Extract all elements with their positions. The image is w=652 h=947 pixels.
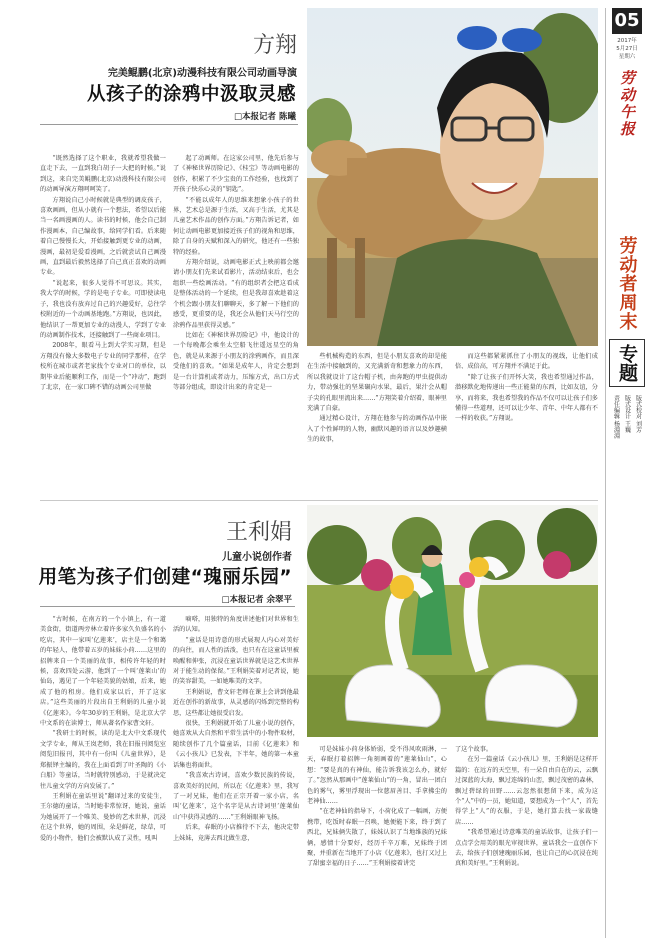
article1-column-3: 些机械构造的东西，但是小朋友喜欢的却是能在生活中接触到的，又充满新奇和想象力的东西，所以我就设计了这台帽子机，由奔跑的甲虫提供动力，带动强壮的坚果碾向水果，最后，果汁会从帽子尖的孔眼里流出来……”方翔笑着介绍着，眼神里充满了自豪。 通过精心设计，方翔在他参与的动画作品中嵌入了个性鲜明的人物，幽默风趣的语言以及妙趣横生的故事， [307, 353, 447, 444]
article1-rule [40, 124, 298, 125]
issue-date: 5月27日 [616, 46, 638, 52]
article-separator [40, 500, 598, 501]
article2-column-1: “古时候，在南方的一个小镇上，有一道美食街，街道两旁林立着许多家久负盛名的小吃店，其中一家叫‘亿莲来’，店主是一个和蔼的年轻人，他带着五岁的妹妹小荷……这里的招牌来自一个美丽的故事，相传许年轻的时候，喜欢四处云游，他到了一个叫‘莲莱山’的仙岛，遇见了一个年轻美貌的姑娘，后来，她成了他的租房。他们成家以后，开了这家店。”这些美丽的片段出自王利娟的儿童小说《亿莲来》。今年30岁的王利娟，是北京大学中文系的在读博士，师从著名作家曹文轩。 “我研士的时候，读的是北大中文系现代文学专业，师从王岚老师，我在旧报刊阅览室阅览旧报刊，其中有一份叫《儿童世界》，是郑振铎主编的，我在上面看到了叶圣陶的《小白船》等童话，当时就特别感动，于是就决定往儿童文学的方向发展了。” 王利娟在童话里说“翻译过来的安徒生，王尔德的童话，当时她非常惊讶，她说，童话为她展开了一个唯美、曼妙的艺术世界，沉浸在这个世界，她的周围，朵是鲜花，绿草，可爱的小物件，他们会被默认成了灵性，吼叫 [40, 616, 166, 842]
section-title: 劳动者周末 [616, 236, 638, 331]
article2-photo [307, 505, 598, 737]
editor-credits [609, 395, 645, 439]
article1-byline: □本报记者 陈曦 [234, 112, 296, 122]
credit-designer: 版式设计 王巍 [623, 395, 631, 433]
article2-byline: □本报记者 余翠平 [221, 595, 292, 605]
article1-name: 方翔 [252, 33, 297, 58]
article2-name: 王利娟 [225, 520, 292, 545]
page-number: 05 [612, 8, 642, 34]
article1-photo [307, 8, 598, 346]
portrait-woman-with-swans [307, 505, 598, 737]
article2-headline: 用笔为孩子们创建“瑰丽乐园” [38, 567, 292, 588]
credit-proofreader: 版式校对 刘芳 [634, 395, 642, 433]
rail-divider [605, 8, 606, 938]
issue-weekday: 星期六 [618, 54, 636, 60]
side-rail [609, 8, 645, 439]
article2-column-3: 可是妹妹小荷身体娇弱，受不得风吹雨淋，一天，春眠打着招牌一角刻画着的“莲莱仙山”，心想：“要是真的有神仙，能告诉我该怎么办，就好了。”忽然从那画中“莲莱仙山”的一角，冒出一团白色的雾气，雾里浮现出一位慈眉善目、手拿拂尘的老神仙…… “在老神仙的指导下，小荷化成了一幅画，方便携带，吃饭时春眠一召唤，她便能下来，终于到了西北，兄妹俩失散了，妹妹认识了当地维族的兄妹俩，感情十分要好，经历千辛万难，兄妹终于团聚，并重新在当地开了小店《亿莲来》，也打又过上了甜蜜幸福的日子……”王利娟接着讲完 [307, 746, 447, 868]
article1-headline: 从孩子的涂鸦中汲取灵感 [86, 84, 296, 105]
article1-column-4: 而这些都紧紧抓住了小朋友的视线，让他们成倍、成倍高，可方翔并不满足于此。 “除了让孩子们开怀大笑，我也希望通过作品，潜移默化地传递出一些正能量的东西，比如友谊，分享，而将来，我也希望我的作品不仅可以让孩子们多懂得一些道理，还可以让少年、青年、中年人都有不一样的收获。”方翔说。 [455, 353, 598, 423]
article1-column-2: 起了动画师。在这家公司里，他先后参与了《神秘世界历险记》、《桂宝》等动画电影的创作，积累了不少宝贵的工作经验，也找到了开孩子快乐心灵的“钥匙”。 “不能以成年人的思维来想象小孩子的世界，艺术总是源于生活，又高于生活，尤其是儿童艺术作品的创作方面。”方翔告诉记者，如何让动画电影更加接近孩子们的视角和思维，除了自身的天赋和深入的研究，他还有一些独特的经验。 方翔介绍说，动画电影正式上映前都会邀请小朋友们先来试看影片，活动结束后，也会组织一些绘画活动。“有的组织者会把这看成是整体活动的一个延续，但是我却喜欢趁着这个机会跟小朋友们聊聊天，多了解一下他们的感受，更重要的是，我还会从他们天马行空的涂鸦作品里获得灵感。” 比如在《神秘世界历险记》中，他设计的一个每晚都会乘坐太空船飞往遥远星空的角色，就是从来源于小朋友的涂鸦画作，而且深受他们的喜欢。“如果是成年人，肯定会想到是一台计算机或者动力，压缩方式，出口方式等部分组成，即设计出来的肯定是一 [173, 155, 299, 391]
article2-rule [40, 606, 295, 607]
article2-column-2: 嘀嗒，用独特的角度讲述他们对世界和生活的认知。 “童话是用诗意的形式展现人内心对美好的向往，而人性的活泼，也只有在这童话里被唤醒和伸张，沉浸在童话世界就是这艺术世界对于能生动的保留。”王利娟笑着对记者说，她的笑容甜美，一如她唯美的文字。 王利娟说，曹文轩老师在课上会讲到他最近在创作的新故事，从灵感的闪烁到完整的构思，这些都让她很受启发。 很快，王利娟就开始了儿童小说的创作，她喜欢从大自然和平常生活中的小物件取材，随续创作了几个篇童话，目前《亿莲来》和《云小孩儿》已发表，下半年，她的第一本童话集也将面世。 “我喜欢古诗词，喜欢少数民族的传说，喜欢美好的民间，所以在《亿莲来》里，我写了一对兄妹，他们在正宗开着一家小店，名叫‘亿莲来’，这个名字是从古诗词里‘莲莱仙山’中获得灵感的……”王利娟眼神飞扬。 后来，春眠的小店推待不下去，他决定带上妹妹，竟薄去西北做生意， [173, 616, 299, 842]
portrait-man-with-camel [307, 8, 598, 346]
article1-subtitle: 完美鲲鹏(北京)动漫科技有限公司动画导演 [107, 68, 297, 79]
masthead-logo: 劳动午报 [618, 70, 636, 138]
article2-subtitle: 儿童小说创作者 [222, 552, 292, 563]
article2-column-4: 了这个故事。 在另一篇童话《云小孩儿》里，王利娟是这样开篇的：在远方的天空里，有一朵自由自在的云，云飘过深蓝的大海，飘过连绵的山峦，飘过茂密的森林，飘过碧绿的田野……云忽然很想留下来，成为这个“人”中的一员，她知道，要想成为一个“人”，首先得学上“人”的衣服，于是，她打算去找一家裁缝店…… “我希望通过诗意唯美的童话故事，让孩子们一点点学会用美的眼光审视世界，童话我会一直创作下去，给孩子们创建瑰丽乐园，也让自己的心沉浸在纯真和美好里。”王利娟说。 [455, 746, 598, 868]
credit-editor: 责任编辑 杨淵淵 [612, 395, 620, 439]
topic-label: 专题 [609, 339, 645, 387]
issue-year: 2017年 [617, 38, 637, 44]
article1-column-1: “既然选择了这个职业，我就希望我做一直走下去，一直到我白胡子一大把的时候。”说到这，来自完美鲲鹏(北京)动漫科技有限公司的动画导演方翔呵呵笑了。 方翔说自己小时候就是典型的调皮孩子，喜欢画画，但从小就有一个想法，希望以后能当一名画漫画的人。读书的时候，他会自己制作漫画本，自己编故事，给同学们看。后来随着自己慢慢长大，开始接触到更专业的动画，漫画，最初是爱看漫画，之后就尝试自己画漫画，直到最后毅然选择了自己真正喜欢的动画专业。 “说起来，很多人觉得不可思议。其实，我大学的时候，学的是电子专业。可即使读电子，我也没有放弃过自己的兴趣爱好，总往学校附近的一个动画基地跑。”方翔说，也因此，他结识了一帮更加专业的动漫人，学到了专业的动画制作技术，还接触到了一些商业项目。 2008年，眼看马上到大学实习期，但是方翔没有像大多数电子专业的同学那样，在学校所在城市或者老家找个专业对口的单位，以期毕业后能顺利工作，而是一个“冲动”，跑到了北京，在一家口碑不错的动画公司里做 [40, 155, 166, 391]
